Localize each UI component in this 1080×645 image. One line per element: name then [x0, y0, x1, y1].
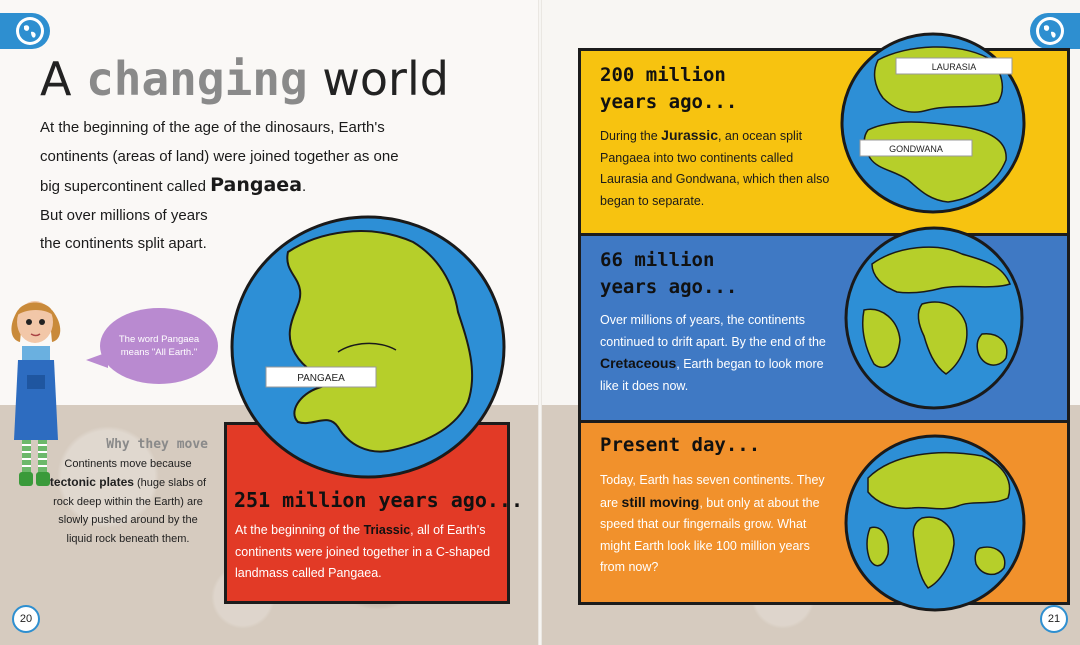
book-gutter	[538, 0, 542, 645]
cretaceous-title: 66 million years ago...	[600, 249, 738, 298]
jurassic-title: 200 million years ago...	[600, 64, 738, 113]
why-heading: Why they move	[106, 437, 208, 452]
pangaea-globe	[228, 212, 508, 482]
intro-text: At the beginning of the age of the dinosaurs, Earth's continents (areas of land) were joined together as one big supercontinent called Pangaea. But over millions of years the continents split apart.	[40, 119, 399, 252]
triassic-title: 251 million years ago...	[234, 488, 523, 512]
globe-icon	[16, 17, 44, 45]
present-day-globe	[842, 432, 1028, 614]
page-number-right: 21	[1040, 605, 1068, 633]
page-title: A changing world	[40, 52, 449, 106]
pangaea-label: PANGAEA	[297, 373, 345, 384]
cretaceous-text: Over millions of years, the continents continued to drift apart. By the end of the Cretaceous, Earth began to look more like it does now.	[600, 313, 826, 393]
cretaceous-globe	[842, 224, 1026, 412]
triassic-text: At the beginning of the Triassic, all of Earth's continents were joined together in a C-shaped landmass called Pangaea.	[235, 523, 491, 580]
why-text: Continents move because tectonic plates (huge slabs of rock deep within the Earth) are slowly pushed around by the liquid rock beneath them.	[49, 457, 207, 545]
chapter-tab-right	[1030, 13, 1080, 49]
present-day-title: Present day...	[600, 434, 761, 456]
present-day-text: Today, Earth has seven continents. They are still moving, but only at about the speed that our fingernails grow. What might Earth look like 100 million years from now?	[600, 473, 825, 574]
laurasia-label: LAURASIA	[931, 62, 977, 72]
why-they-move-section	[48, 436, 208, 548]
speech-bubble: The word Pangaea means "All Earth."	[100, 308, 218, 384]
gondwana-label: GONDWANA	[889, 144, 943, 154]
globe-icon	[1036, 17, 1064, 45]
jurassic-text: During the Jurassic, an ocean split Pangaea into two continents called Laurasia and Gondwana, which then also began to separate.	[600, 127, 830, 208]
page-number-left: 20	[12, 605, 40, 633]
laurasia-gondwana-globe	[838, 30, 1028, 216]
chapter-tab-left	[0, 13, 50, 49]
